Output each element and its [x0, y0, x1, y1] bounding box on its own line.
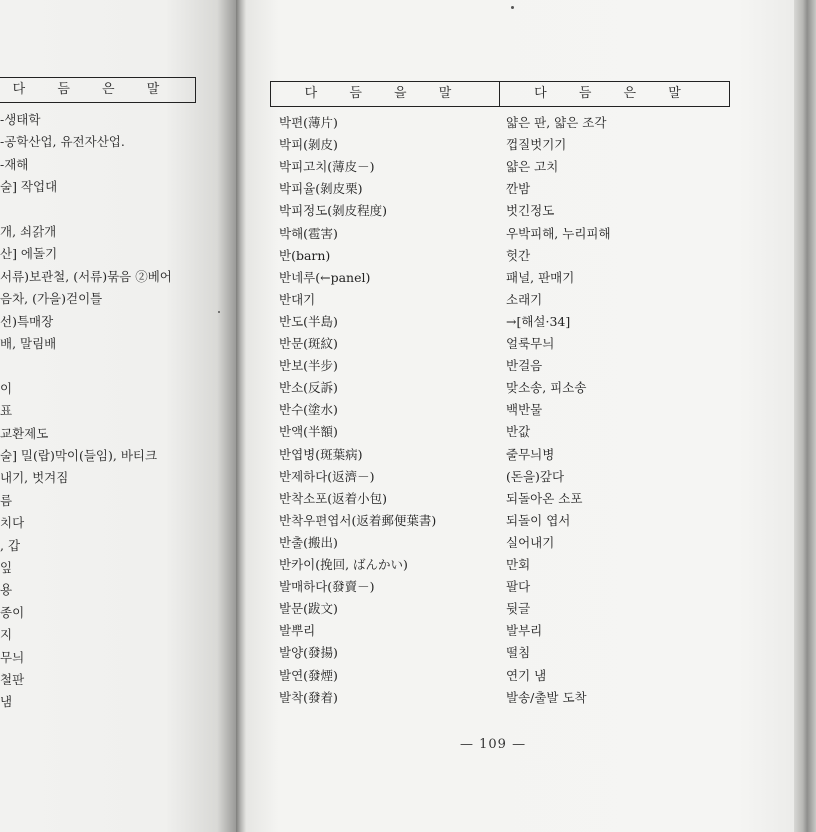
refined-word: 껍질벗기기 [506, 137, 567, 153]
refined-word: 연기 냄 [506, 667, 547, 683]
original-word: 발문(跋文) [279, 601, 338, 617]
speck [511, 6, 514, 9]
left-page-line: 음차, (가을)걷이틀 [0, 291, 103, 307]
speck [218, 311, 220, 313]
left-page-line: 술] 밀(랍)막이(들임), 바티크 [0, 448, 158, 463]
left-page-line: 철판 [0, 672, 25, 687]
original-word: 반출(搬出) [279, 534, 338, 550]
left-page-line: -생태학 [0, 112, 41, 127]
refined-word: (돈을)갚다 [506, 468, 565, 484]
left-page-line: -재해 [0, 156, 29, 172]
left-page-line: 표 [0, 403, 13, 419]
left-page-line: 무늬 [0, 649, 25, 665]
left-page-line: 치다 [0, 515, 25, 531]
column-header-original-word: 다 듬 을 말 [270, 81, 500, 107]
refined-word: 맞소송, 피소송 [506, 380, 587, 396]
refined-word: 헛간 [506, 247, 531, 263]
original-word: 박해(雹害) [279, 225, 338, 241]
refined-word: 발부리 [506, 623, 543, 639]
refined-word: 반걸음 [506, 358, 543, 374]
original-word: 박편(薄片) [279, 115, 338, 130]
left-page-line: 름 [0, 492, 13, 508]
original-word: 반소(反訴) [279, 380, 338, 396]
left-page-line: 개, 쇠갉개 [0, 224, 57, 239]
left-page-line: 용 [0, 582, 13, 598]
refined-word: 패널, 판매기 [506, 269, 575, 285]
refined-word: 뒷글 [506, 601, 531, 617]
left-page-line: 교환제도 [0, 425, 49, 441]
original-word: 발매하다(發賣－) [279, 579, 375, 595]
refined-word: 백반물 [506, 402, 543, 418]
original-word: 반문(斑紋) [279, 336, 338, 351]
left-page-line: -공학산업, 유전자산업. [0, 134, 125, 150]
left-page-line: 내기, 벗겨짐 [0, 470, 69, 486]
left-column-header: 다 듬 은 말 [0, 77, 196, 103]
refined-word: 반값 [506, 424, 531, 440]
refined-word: 떨침 [506, 645, 531, 661]
original-word: 발양(發揚) [279, 645, 338, 661]
original-word: 발뿌리 [279, 623, 316, 639]
original-word: 반대기 [279, 291, 316, 307]
original-word: 반착소포(返着小包) [279, 490, 388, 506]
left-page-line: 지 [0, 627, 13, 643]
refined-word: 줄무늬병 [506, 446, 555, 462]
page-number: — 109 — [460, 737, 527, 752]
left-page-line: 잎 [0, 560, 13, 575]
left-page-line: 선)특매장 [0, 313, 54, 329]
original-word: 반액(半額) [279, 424, 338, 440]
original-word: 박피정도(剝皮程度) [279, 203, 388, 219]
left-page-line: 이 [0, 380, 13, 396]
original-word: 발연(發煙) [279, 667, 338, 683]
left-page-line: , 갑 [0, 537, 21, 553]
original-word: 반도(半島) [279, 313, 338, 329]
refined-word: →[해설·34] [506, 313, 571, 329]
original-word: 반네루(←panel) [279, 269, 371, 285]
left-page-line: 배, 말림배 [0, 336, 57, 351]
left-page-line: 냄 [0, 694, 13, 710]
original-word: 반(barn) [279, 247, 331, 263]
left-page-line: 술] 작업대 [0, 179, 58, 195]
refined-word: 깐밤 [506, 181, 531, 197]
refined-word: 팔다 [506, 579, 531, 595]
original-word: 박피고치(薄皮－) [279, 159, 375, 175]
refined-word: 되돌이 엽서 [506, 512, 571, 528]
refined-word: 되돌아온 소포 [506, 490, 583, 506]
refined-word: 발송/출발 도착 [506, 689, 587, 705]
refined-word: 소래기 [506, 291, 543, 307]
original-word: 발착(發着) [279, 689, 338, 705]
page-edge [794, 0, 816, 832]
refined-word: 벗긴정도 [506, 203, 555, 219]
original-word: 반엽병(斑葉病) [279, 446, 363, 462]
left-page-line: 서류)보관철, (서류)묶음 ②베어 [0, 268, 172, 284]
refined-word: 얇은 판, 얇은 조각 [506, 115, 607, 130]
original-word: 반보(半步) [279, 358, 338, 374]
original-word: 박피율(剝皮栗) [279, 181, 363, 197]
column-header-refined-word: 다 듬 은 말 [499, 81, 730, 107]
book-gutter [236, 0, 246, 832]
original-word: 반카이(挽回, ばんかい) [279, 557, 408, 572]
refined-word: 얇은 고치 [506, 159, 559, 175]
refined-word: 만회 [506, 557, 531, 572]
refined-word: 우박피해, 누리피해 [506, 225, 611, 241]
original-word: 반수(塗水) [279, 402, 338, 418]
left-page [0, 0, 236, 832]
refined-word: 얼룩무늬 [506, 336, 555, 351]
refined-word: 실어내기 [506, 534, 555, 550]
left-page-line: 산] 에돌기 [0, 246, 58, 262]
original-word: 박피(剝皮) [279, 137, 338, 153]
original-word: 반제하다(返濟－) [279, 468, 375, 484]
left-page-line: 종이 [0, 604, 25, 620]
original-word: 반착우편엽서(返着郵便葉書) [279, 512, 437, 528]
